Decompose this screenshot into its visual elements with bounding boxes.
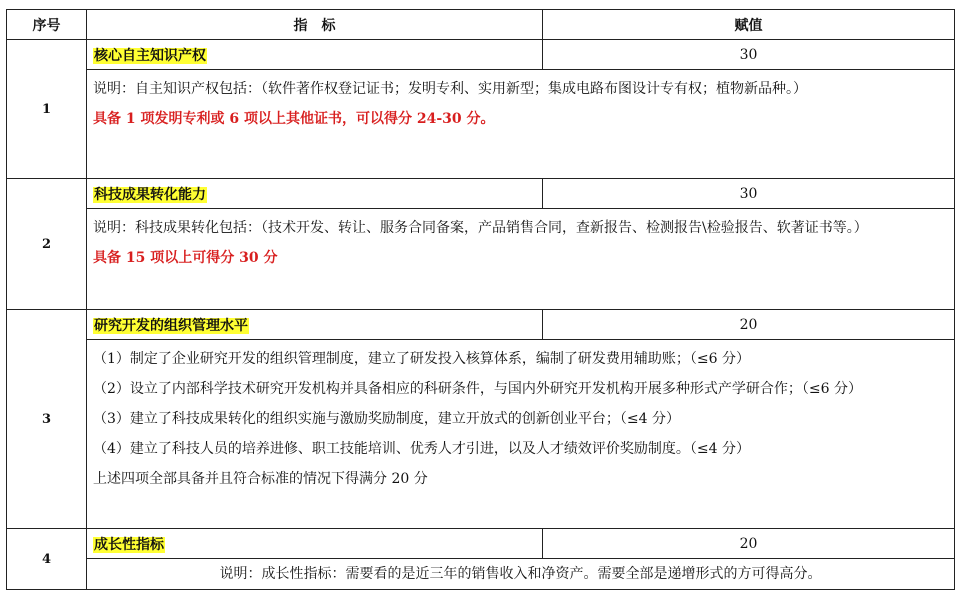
row-description	[87, 559, 955, 590]
row-description	[87, 340, 955, 529]
row-value: 30	[543, 179, 955, 209]
row-title-cell	[87, 310, 543, 340]
row-title-cell	[87, 40, 543, 70]
table-row-desc	[7, 340, 955, 529]
row-description	[87, 209, 955, 310]
indicator-table	[6, 9, 955, 590]
row-title: 核心自主知识产权	[94, 47, 206, 64]
row-index: 3	[7, 310, 87, 529]
table-row-desc	[7, 559, 955, 590]
row-value: 20	[543, 310, 955, 340]
table-row-desc	[7, 209, 955, 310]
desc-line: （4）建立了科技人员的培养进修、职工技能培训、优秀人才引进，以及人才绩效评价奖励制度。（≤4 分）	[93, 441, 750, 457]
desc-highlight: 具备 1 项发明专利或 6 项以上其他证书，可以得分 24-30 分。	[93, 111, 495, 127]
desc-line: 上述四项全部具备并且符合标准的情况下得满分 20 分	[93, 471, 428, 487]
row-index: 1	[7, 40, 87, 179]
row-title: 研究开发的组织管理水平	[94, 317, 248, 334]
row-value: 20	[543, 529, 955, 559]
desc-line: （2）设立了内部科学技术研究开发机构并具备相应的科研条件，与国内外研究开发机构开展多种形式产学研合作；（≤6 分）	[93, 381, 862, 397]
row-index: 4	[7, 529, 87, 590]
table-header-row	[7, 10, 955, 40]
row-title: 成长性指标	[94, 536, 164, 553]
table-row	[7, 310, 955, 340]
row-description	[87, 70, 955, 179]
desc-line: 说明：成长性指标：需要看的是近三年的销售收入和净资产。需要全部是递增形式的方可得高分。	[219, 566, 822, 582]
row-title-cell	[87, 179, 543, 209]
table-row	[7, 179, 955, 209]
table-row	[7, 40, 955, 70]
desc-line: （3）建立了科技成果转化的组织实施与激励奖励制度，建立开放式的创新创业平台；（≤4 分）	[93, 411, 680, 427]
row-title: 科技成果转化能力	[94, 186, 206, 203]
header-index: 序号	[7, 10, 87, 40]
table-row-desc	[7, 70, 955, 179]
row-value: 30	[543, 40, 955, 70]
row-title-cell	[87, 529, 543, 559]
desc-line: 说明：自主知识产权包括：（软件著作权登记证书；发明专利、实用新型；集成电路布图设计专有权；植物新品种。）	[93, 81, 807, 97]
table-row	[7, 529, 955, 559]
desc-highlight: 具备 15 项以上可得分 30 分	[93, 250, 278, 266]
row-index: 2	[7, 179, 87, 310]
desc-line: 说明：科技成果转化包括：（技术开发、转让、服务合同备案，产品销售合同，查新报告、检测报告\检验报告、软著证书等。）	[93, 220, 868, 236]
desc-line: （1）制定了企业研究开发的组织管理制度，建立了研发投入核算体系，编制了研发费用辅助账；（≤6 分）	[93, 351, 750, 367]
header-value: 赋值	[543, 10, 955, 40]
header-indicator: 指 标	[87, 10, 543, 40]
